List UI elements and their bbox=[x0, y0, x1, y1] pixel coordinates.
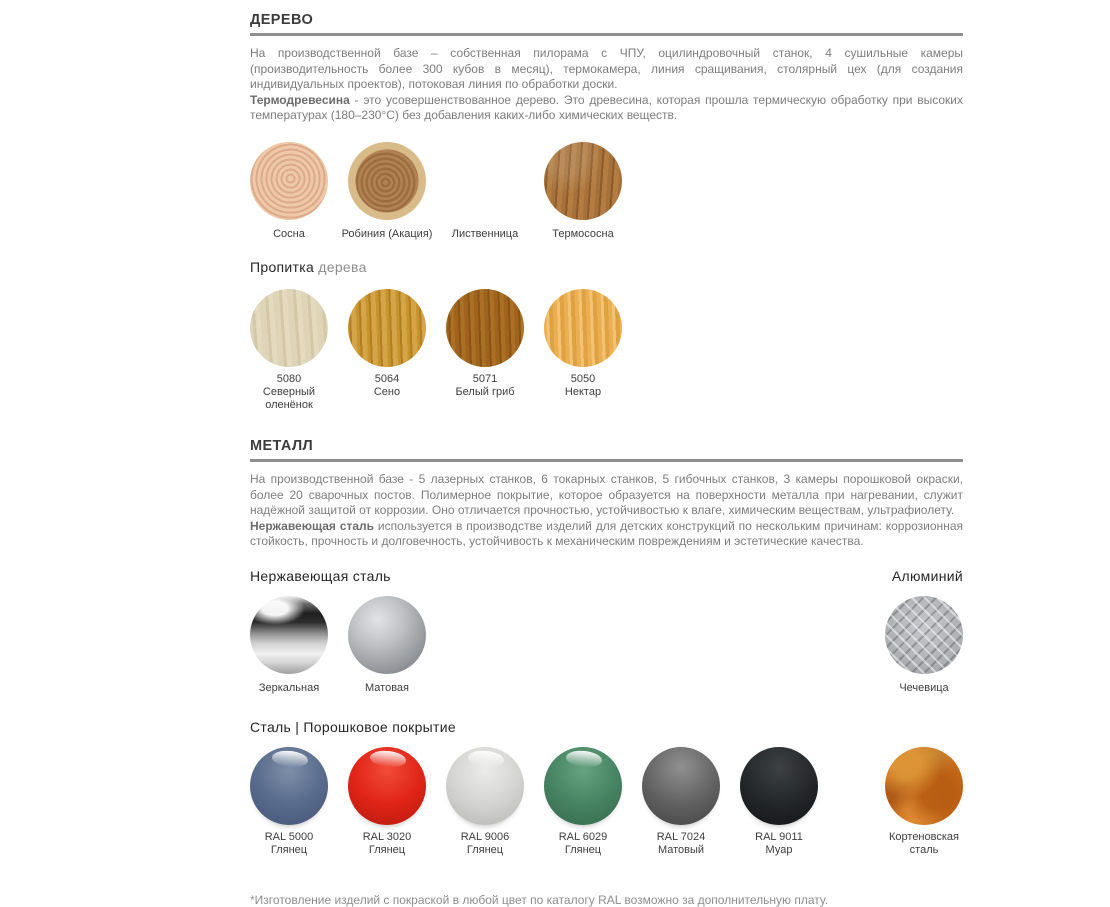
powder-swatch-row bbox=[250, 747, 963, 857]
stainless-swatch-matte bbox=[348, 596, 426, 695]
stainless-swatch-row bbox=[250, 596, 963, 695]
powder-title: Сталь | Порошковое покрытие bbox=[250, 718, 456, 735]
metal-paragraph bbox=[250, 472, 963, 550]
swatch-code: RAL 9006 bbox=[460, 830, 510, 843]
impregnation-swatch-5050 bbox=[544, 289, 622, 399]
thermopine-image bbox=[544, 142, 622, 220]
powder-swatch-ral3020 bbox=[348, 747, 426, 857]
wood-swatch-pine bbox=[250, 142, 328, 241]
swatch-code: 5064 bbox=[374, 372, 400, 385]
aluminum-swatch bbox=[885, 596, 963, 695]
swatch-code: RAL 3020 bbox=[362, 830, 412, 843]
stainless-title: Нержавеющая сталь bbox=[250, 567, 391, 584]
swatch-code: 5071 bbox=[472, 372, 498, 385]
wood-paragraph-2-rest: - это усовершенствованное дерево. Это древесина, которая прошла термическую обработку при высоких температурах (180–230°С) без добавления каких-либо химических веществ. bbox=[250, 92, 963, 123]
swatch-code: RAL 7024 bbox=[656, 830, 706, 843]
corten-steel-image bbox=[885, 747, 963, 825]
swatch-finish: Глянец bbox=[270, 843, 308, 856]
metal-section-title: МЕТАЛЛ bbox=[250, 437, 314, 454]
wood-paragraph-2-lead: Термодревесина bbox=[250, 92, 350, 107]
swatch-label: Термососна bbox=[552, 227, 614, 240]
wood-paragraph-1: На производственной базе – собственная пилорама с ЧПУ, оцилиндровочный станок, 4 сушильные камеры (производительность более 300 кубов в месяц), термокамера, линия сращивания, столярный цех (для создания индивидуальных проектов), потоковая линия по обработки доски. bbox=[250, 46, 963, 92]
wood-section bbox=[250, 12, 963, 241]
swatch-name: Сено bbox=[373, 385, 401, 398]
impregnation-title-sub: дерева bbox=[314, 258, 367, 275]
powder-swatch-ral5000 bbox=[250, 747, 328, 857]
wood-swatch-robinia bbox=[341, 142, 433, 241]
impregnation-swatch-5064 bbox=[348, 289, 426, 399]
swatch-code: 5080 bbox=[276, 372, 302, 385]
swatch-label: Лиственница bbox=[451, 227, 519, 240]
ral6029-ball-image bbox=[544, 747, 622, 825]
larch-slice-image bbox=[446, 142, 524, 220]
impregnation-swatch-row bbox=[250, 289, 963, 412]
metal-section-divider bbox=[250, 459, 963, 462]
impregnation-swatch-5071 bbox=[446, 289, 524, 399]
mirror-steel-image bbox=[250, 596, 328, 674]
metal-paragraph-2-lead: Нержавеющая сталь bbox=[250, 518, 375, 533]
wood-swatch-row bbox=[250, 142, 963, 241]
color-5050-image bbox=[544, 289, 622, 367]
swatch-name: Северный оленёнок bbox=[262, 385, 316, 411]
stainless-swatch-mirror bbox=[250, 596, 328, 695]
swatch-name: Белый гриб bbox=[455, 385, 515, 398]
ral7024-ball-image bbox=[642, 747, 720, 825]
powder-swatch-ral7024 bbox=[642, 747, 720, 857]
wood-paragraph bbox=[250, 46, 963, 124]
powder-swatch-ral9006 bbox=[446, 747, 524, 857]
swatch-label: Чечевица bbox=[899, 681, 949, 694]
color-5080-image bbox=[250, 289, 328, 367]
impregnation-title bbox=[250, 259, 963, 275]
swatch-label: Матовая bbox=[365, 681, 409, 694]
robinia-slice-image bbox=[348, 142, 426, 220]
stainless-title-row bbox=[250, 568, 963, 584]
metal-paragraph-1: На производственной базе - 5 лазерных станков, 6 токарных станков, 5 гибочных станков, 3 камеры порошковой окраски, более 20 сварочных постов. Полимерное покрытие, которое образуется на поверхности металла при нагревании, служит надёжной защитой от коррозии. Оно отличается прочностью, устойчивостью к влаге, химическим веществам, ультрафиолету. bbox=[250, 471, 963, 518]
swatch-finish: Глянец bbox=[368, 843, 406, 856]
swatch-name: Нектар bbox=[564, 385, 602, 398]
ral3020-ball-image bbox=[348, 747, 426, 825]
swatch-code: RAL 6029 bbox=[558, 830, 608, 843]
impregnation-section bbox=[250, 259, 963, 412]
color-5064-image bbox=[348, 289, 426, 367]
powder-swatch-ral9011 bbox=[740, 747, 818, 857]
swatch-label: Робиния (Акация) bbox=[341, 227, 433, 240]
swatch-finish: Глянец bbox=[564, 843, 602, 856]
metal-section bbox=[250, 438, 963, 907]
swatch-finish: Муар bbox=[765, 843, 793, 856]
swatch-label: Сосна bbox=[273, 227, 305, 240]
corten-swatch bbox=[885, 747, 963, 857]
ral9011-ball-image bbox=[740, 747, 818, 825]
ral5000-ball-image bbox=[250, 747, 328, 825]
wood-section-title: ДЕРЕВО bbox=[250, 12, 314, 28]
aluminum-title: Алюминий bbox=[891, 567, 963, 584]
swatch-code: RAL 9011 bbox=[755, 830, 803, 843]
impregnation-title-main: Пропитка bbox=[250, 258, 315, 275]
swatch-label: Зеркальная bbox=[258, 681, 320, 694]
color-5071-image bbox=[446, 289, 524, 367]
ral-footnote: *Изготовление изделий с покраской в любой цвет по каталогу RAL возможно за дополнительную плату. bbox=[250, 892, 829, 907]
powder-swatch-ral6029 bbox=[544, 747, 622, 857]
swatch-code: RAL 5000 bbox=[264, 830, 314, 843]
swatch-finish: Матовый bbox=[657, 843, 705, 856]
swatch-name: Кортеновская сталь bbox=[889, 830, 959, 856]
matte-steel-image bbox=[348, 596, 426, 674]
wood-swatch-larch bbox=[446, 142, 524, 241]
swatch-finish: Глянец bbox=[466, 843, 504, 856]
ral9006-ball-image bbox=[446, 747, 524, 825]
wood-swatch-thermopine bbox=[544, 142, 622, 241]
swatch-code: 5050 bbox=[570, 372, 596, 385]
wood-section-divider bbox=[250, 33, 963, 36]
pine-slice-image bbox=[250, 142, 328, 220]
impregnation-swatch-5080 bbox=[250, 289, 328, 412]
metal-paragraph-2-rest: используется в производстве изделий для детских конструкций по нескольким причинам: коррозионная стойкость, прочность и долговечность, устойчивость к механическим повреждениям и эстетические качества. bbox=[250, 518, 963, 549]
aluminum-plate-image bbox=[885, 596, 963, 674]
